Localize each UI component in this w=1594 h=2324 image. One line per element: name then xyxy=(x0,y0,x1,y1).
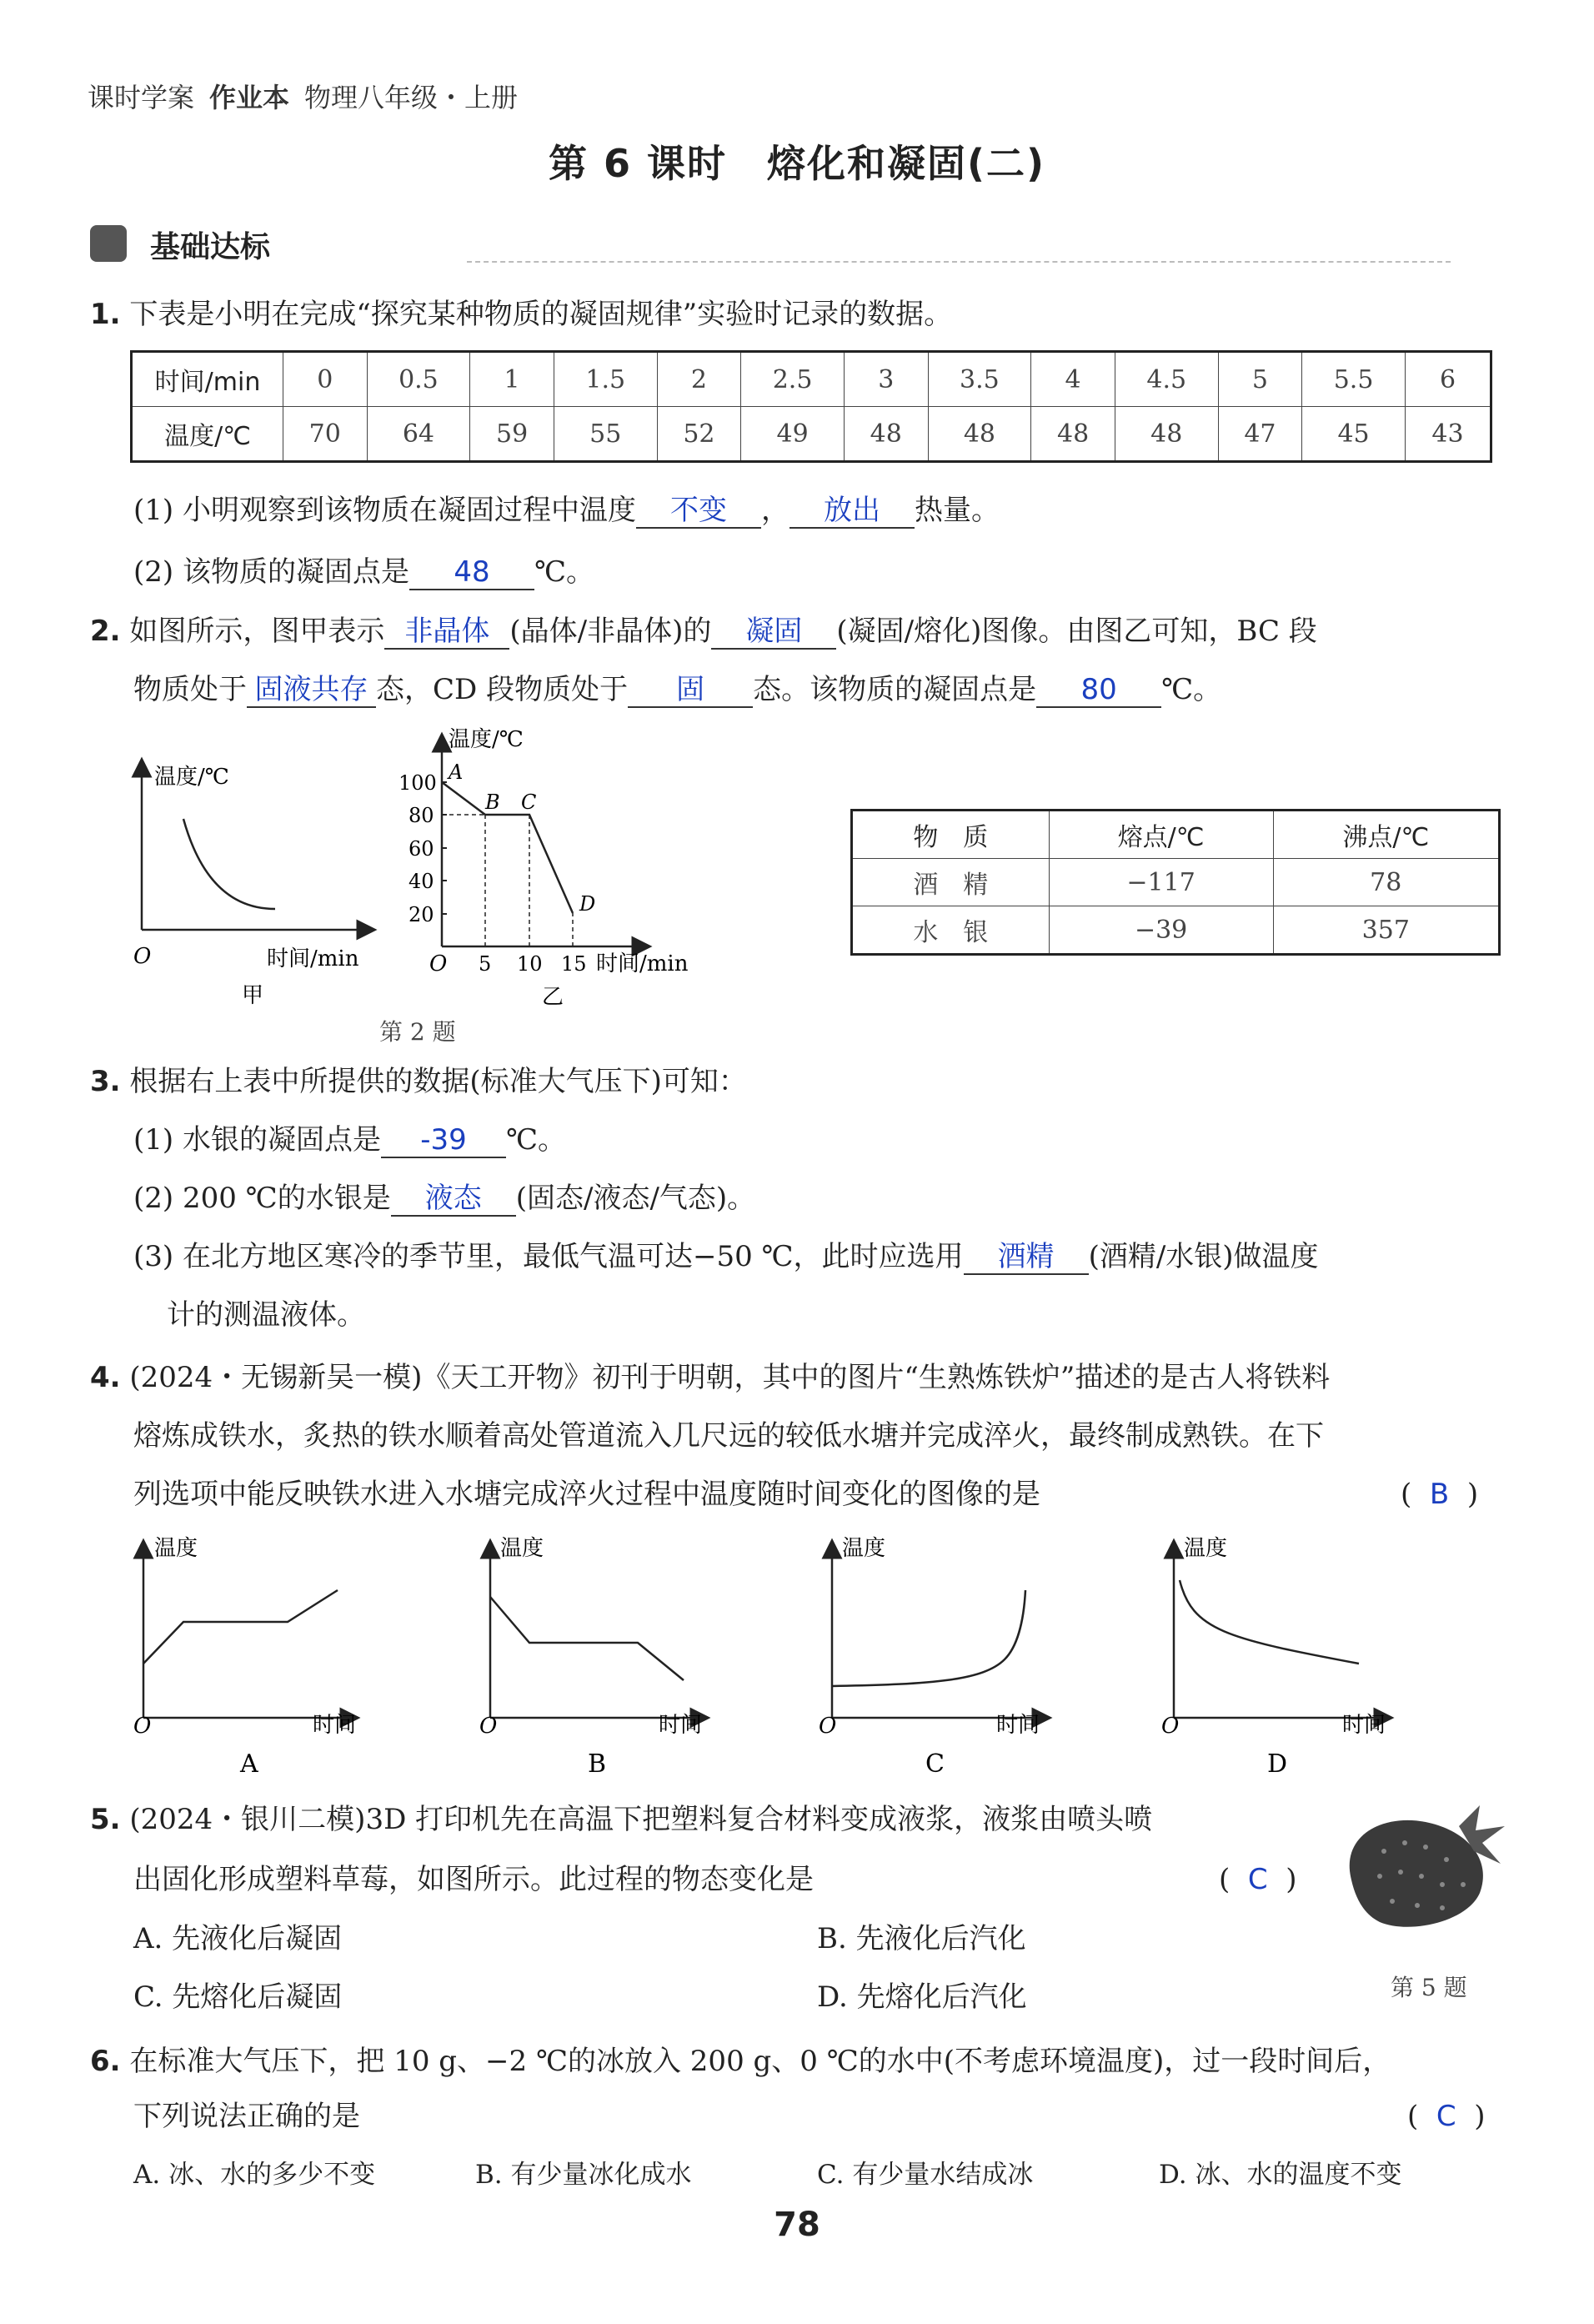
q1-stem xyxy=(90,296,952,333)
cooling-curve xyxy=(183,819,275,909)
figure-caption: 乙 xyxy=(542,985,564,1009)
q2-graph-yi xyxy=(392,725,709,1009)
graph-a xyxy=(133,1536,356,1779)
q5-answer-box: ( C ) xyxy=(1219,1863,1297,1896)
brand-name: 作业本 xyxy=(209,82,290,113)
q1-p1-sep: ， xyxy=(760,494,789,527)
q2-text: 态，CD 段物质处于 xyxy=(376,673,629,706)
x-label: 时间 xyxy=(313,1713,357,1738)
origin-label: O xyxy=(1161,1714,1180,1739)
y-label: 温度 xyxy=(500,1536,544,1561)
temp-cell: 47 xyxy=(1218,407,1302,462)
time-row xyxy=(132,352,1491,407)
graph-c xyxy=(819,1536,1042,1779)
y-tick-label: 20 xyxy=(409,903,434,926)
q6-option-d[interactable]: D. 冰、水的温度不变 xyxy=(1159,2160,1402,2190)
q5-text: (2024・银川二模)3D 打印机先在高温下把塑料复合材料变成液浆，液浆由喷头喷 xyxy=(129,1803,1153,1836)
q2-line2 xyxy=(133,671,1221,708)
y-label: 温度/℃ xyxy=(154,765,229,790)
subject-name: 物理八年级・上册 xyxy=(304,82,519,113)
temp-cell: 48 xyxy=(928,407,1031,462)
temp-cell: 48 xyxy=(1031,407,1115,462)
guide-lines xyxy=(442,815,573,946)
q5-number: 5. xyxy=(90,1803,121,1836)
time-cell: 4.5 xyxy=(1115,352,1218,407)
q3-p1-answer[interactable]: -39 xyxy=(381,1123,506,1158)
table-row xyxy=(852,906,1500,955)
series-name: 课时学案 xyxy=(88,82,195,113)
q3-text: 根据右上表中所提供的数据(标准大气压下)可知： xyxy=(129,1065,747,1098)
q6-number: 6. xyxy=(90,2045,121,2078)
time-cell: 2 xyxy=(657,352,741,407)
y-tick-label: 40 xyxy=(409,870,434,893)
time-cell: 1.5 xyxy=(554,352,657,407)
x-label: 时间 xyxy=(659,1713,703,1738)
page-title: 第 6 课时 熔化和凝固(二) xyxy=(548,141,1046,186)
q1-p2-answer[interactable]: 48 xyxy=(409,555,534,590)
q1-p2-end: ℃。 xyxy=(534,555,595,589)
q3-text: (固态/液态/气态)。 xyxy=(515,1182,756,1215)
q2-answer3[interactable]: 固液共存 xyxy=(247,673,376,708)
q1-p1-end: 热量。 xyxy=(914,494,1000,527)
header-cell: 熔点/℃ xyxy=(1049,811,1273,859)
x-tick-label: 10 xyxy=(517,952,543,976)
time-cell: 5.5 xyxy=(1302,352,1406,407)
point-label: B xyxy=(485,791,500,814)
point-label: C xyxy=(521,791,537,814)
x-label: 时间 xyxy=(1342,1713,1386,1738)
temp-cell: 64 xyxy=(367,407,470,462)
option-label: C xyxy=(925,1749,945,1779)
q1-p2-text: (2) 该物质的凝固点是 xyxy=(133,555,409,589)
q5-figure-caption: 第 5 题 xyxy=(1391,1974,1467,2001)
x-tick-label: 5 xyxy=(479,952,492,976)
q2-answer1[interactable]: 非晶体 xyxy=(384,615,509,650)
time-cell: 3.5 xyxy=(928,352,1031,407)
x-label: 时间/min xyxy=(267,946,359,971)
origin-label: O xyxy=(429,951,448,976)
q3-p2-answer[interactable]: 液态 xyxy=(391,1182,516,1217)
time-cell: 1 xyxy=(470,352,554,407)
q2-answer4[interactable]: 固 xyxy=(628,673,753,708)
q6-answer-box: ( C ) xyxy=(1407,2100,1486,2133)
temp-cell: 70 xyxy=(283,407,368,462)
q5-line2: 出固化形成塑料草莓，如图所示。此过程的物态变化是 xyxy=(133,1863,814,1896)
temp-cell: 55 xyxy=(554,407,657,462)
q6-line1 xyxy=(90,2043,1391,2080)
table-cell: 78 xyxy=(1273,859,1499,906)
time-cell: 4 xyxy=(1031,352,1115,407)
q5-option-d[interactable]: D. 先熔化后汽化 xyxy=(817,1980,1027,2014)
q2-answer2[interactable]: 凝固 xyxy=(711,615,836,650)
x-label: 时间 xyxy=(996,1713,1040,1738)
time-cell: 3 xyxy=(844,352,928,407)
q2-text: 如图所示，图甲表示 xyxy=(129,615,385,648)
y-tick-label: 80 xyxy=(409,804,434,827)
q1-p1-text: (1) 小明观察到该物质在凝固过程中温度 xyxy=(133,494,636,527)
x-tick-label: 15 xyxy=(561,952,587,976)
q1-text: 下表是小明在完成“探究某种物质的凝固规律”实验时记录的数据。 xyxy=(129,298,953,331)
section-divider xyxy=(467,261,1451,263)
time-cell: 5 xyxy=(1218,352,1302,407)
q3-text: (1) 水银的凝固点是 xyxy=(133,1123,381,1157)
header-cell: 沸点/℃ xyxy=(1273,811,1499,859)
q2-figure-caption: 第 2 题 xyxy=(379,1018,456,1046)
q1-data-table xyxy=(130,350,1492,463)
q4-line1 xyxy=(90,1359,1330,1396)
q1-part2 xyxy=(133,554,594,590)
point-label: A xyxy=(449,760,464,784)
q1-p1-answer2[interactable]: 放出 xyxy=(789,494,915,529)
book-icon xyxy=(90,225,127,262)
q3-part2 xyxy=(133,1180,755,1217)
origin-label: O xyxy=(819,1714,837,1739)
strawberry-image xyxy=(1334,1801,1509,1935)
q2-graph-jia xyxy=(117,750,392,1026)
temp-cell: 48 xyxy=(844,407,928,462)
q6-option-c[interactable]: C. 有少量水结成冰 xyxy=(817,2160,1034,2190)
q5-line1 xyxy=(90,1801,1152,1838)
option-label: D xyxy=(1267,1749,1288,1779)
q1-part1 xyxy=(133,492,1000,529)
option-label: B xyxy=(588,1749,607,1779)
graph-d xyxy=(1161,1536,1386,1779)
point-label: D xyxy=(579,892,596,916)
time-cell: 0.5 xyxy=(367,352,470,407)
figure-caption: 甲 xyxy=(242,983,264,1008)
table-row xyxy=(852,859,1500,906)
temp-cell: 52 xyxy=(657,407,741,462)
q3-part3-line2: 计的测温液体。 xyxy=(167,1298,365,1332)
origin-label: O xyxy=(133,1714,152,1739)
q4-line2: 熔炼成铁水，炙热的铁水顺着高处管道流入几尺远的较低水塘并完成淬火，最终制成熟铁。在下 xyxy=(133,1419,1324,1453)
q2-text: 态。该物质的凝固点是 xyxy=(753,673,1037,706)
time-cell: 6 xyxy=(1405,352,1491,407)
q3-number: 3. xyxy=(90,1065,121,1098)
graph-b xyxy=(479,1536,702,1779)
q3-text: (3) 在北方地区寒冷的季节里，最低气温可达−50 ℃，此时应选用 xyxy=(133,1240,964,1273)
origin-label: O xyxy=(479,1714,498,1739)
table-cell: 酒 精 xyxy=(852,859,1050,906)
q5-answer[interactable]: C xyxy=(1247,1863,1268,1896)
q4-text: (2024・无锡新吴一模)《天工开物》初刊于明朝，其中的图片“生熟炼铁炉”描述的是古人将铁料 xyxy=(129,1361,1331,1394)
q6-line2: 下列说法正确的是 xyxy=(133,2100,360,2133)
table-cell: −39 xyxy=(1049,906,1273,955)
q2-line1 xyxy=(90,613,1317,650)
q3-text: (酒精/水银)做温度 xyxy=(1088,1240,1319,1273)
table-cell: −117 xyxy=(1049,859,1273,906)
option-label: A xyxy=(240,1749,258,1779)
time-header: 时间/min xyxy=(132,352,283,407)
q2-text: ℃。 xyxy=(1161,673,1222,706)
temp-cell: 59 xyxy=(470,407,554,462)
y-label: 温度 xyxy=(842,1536,886,1561)
temp-row xyxy=(132,407,1491,462)
q4-answer[interactable]: B xyxy=(1429,1478,1450,1511)
q6-option-b[interactable]: B. 有少量冰化成水 xyxy=(475,2160,692,2190)
temp-cell: 43 xyxy=(1405,407,1491,462)
melting-boiling-table xyxy=(850,809,1501,956)
q2-text: (晶体/非晶体)的 xyxy=(509,615,712,648)
temp-cell: 48 xyxy=(1115,407,1218,462)
y-label: 温度 xyxy=(154,1536,198,1561)
table-cell: 357 xyxy=(1273,906,1499,955)
q6-answer[interactable]: C xyxy=(1436,2100,1456,2133)
cooling-curve-with-plateau xyxy=(442,782,573,913)
table-cell: 水 银 xyxy=(852,906,1050,955)
temp-header: 温度/℃ xyxy=(132,407,283,462)
q3-text: (2) 200 ℃的水银是 xyxy=(133,1182,391,1215)
q5-option-c[interactable]: C. 先熔化后凝固 xyxy=(133,1980,343,2014)
q2-text: 物质处于 xyxy=(133,673,247,706)
running-header xyxy=(88,77,518,115)
q5-option-b[interactable]: B. 先液化后汽化 xyxy=(817,1922,1026,1955)
q2-answer5[interactable]: 80 xyxy=(1036,673,1161,708)
q3-part1 xyxy=(133,1122,566,1158)
y-label: 温度/℃ xyxy=(449,727,524,752)
section-title: 基础达标 xyxy=(150,230,271,264)
origin-label: O xyxy=(133,944,152,969)
table-header-row xyxy=(852,811,1500,859)
q4-line3: 列选项中能反映铁水进入水塘完成淬火过程中温度随时间变化的图像的是 xyxy=(133,1478,1040,1511)
time-cell: 0 xyxy=(283,352,368,407)
q5-option-a[interactable]: A. 先液化后凝固 xyxy=(133,1922,343,1955)
page-number: 78 xyxy=(774,2206,820,2244)
header-cell: 物 质 xyxy=(852,811,1050,859)
q4-number: 4. xyxy=(90,1361,121,1394)
q4-option-graphs xyxy=(117,1530,1417,1780)
q3-stem xyxy=(90,1063,747,1100)
q6-text: 在标准大气压下，把 10 g、−2 ℃的冰放入 200 g、0 ℃的水中(不考虑环境温度)，过一段时间后， xyxy=(129,2045,1391,2078)
q3-text: ℃。 xyxy=(505,1123,567,1157)
y-label: 温度 xyxy=(1184,1536,1228,1561)
q3-part3 xyxy=(133,1238,1319,1275)
time-cell: 2.5 xyxy=(741,352,845,407)
q1-p1-answer1[interactable]: 不变 xyxy=(636,494,761,529)
q4-answer-box: ( B ) xyxy=(1401,1478,1479,1511)
q6-option-a[interactable]: A. 冰、水的多少不变 xyxy=(133,2160,376,2190)
q3-p3-answer[interactable]: 酒精 xyxy=(964,1240,1089,1275)
x-label: 时间/min xyxy=(596,951,689,976)
y-tick-label: 60 xyxy=(409,837,434,861)
q1-number: 1. xyxy=(90,298,121,331)
temp-cell: 49 xyxy=(741,407,845,462)
temp-cell: 45 xyxy=(1302,407,1406,462)
q2-number: 2. xyxy=(90,615,121,648)
q2-text: (凝固/熔化)图像。由图乙可知，BC 段 xyxy=(836,615,1317,648)
y-tick-label: 100 xyxy=(398,771,437,795)
